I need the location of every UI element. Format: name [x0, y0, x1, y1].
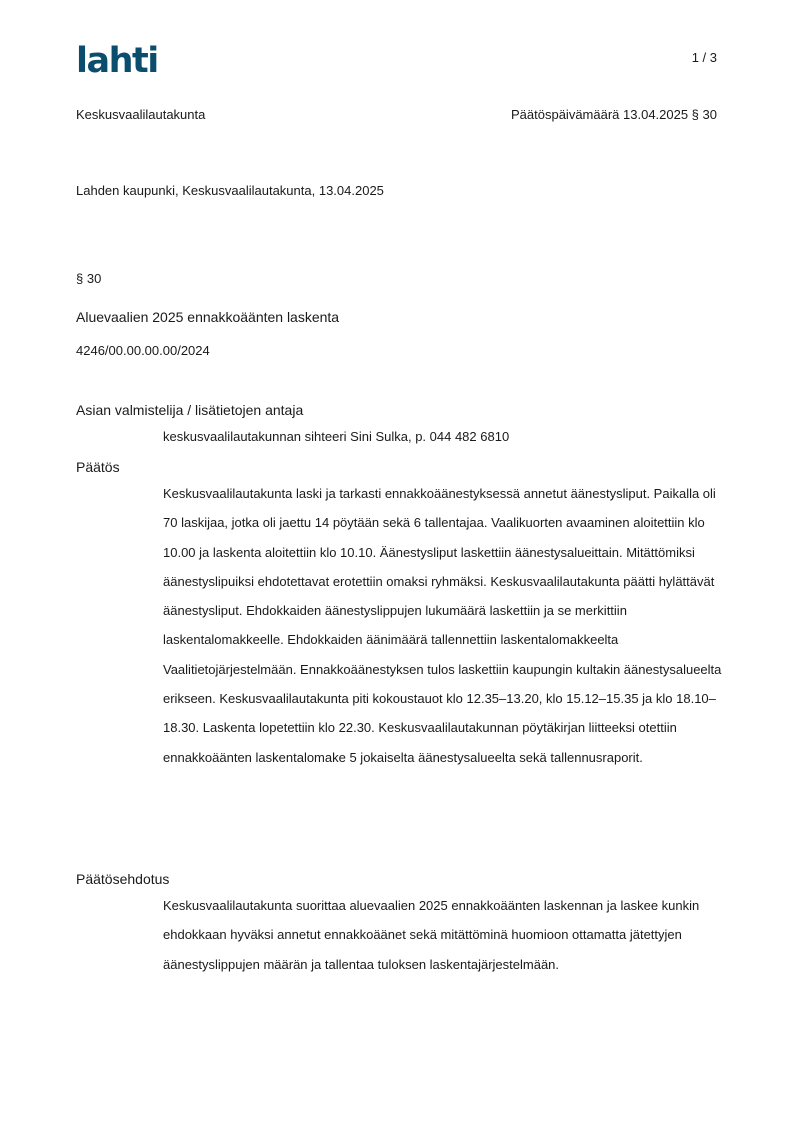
city-and-date: Lahden kaupunki, Keskusvaalilautakunta, 13.04.2025 — [76, 183, 384, 198]
decision-date-section: Päätöspäivämäärä 13.04.2025 § 30 — [511, 107, 717, 122]
preparer-text: keskusvaalilautakunnan sihteeri Sini Sulka, p. 044 482 6810 — [163, 429, 510, 444]
document-title: Aluevaalien 2025 ennakkoäänten laskenta — [76, 309, 340, 325]
proposal-text: Keskusvaalilautakunta suorittaa aluevaalien 2025 ennakkoäänten laskennan ja laskee kunkin ehdokkaan hyväksi annetut ennakkoäänet sekä mitättöminä huomioon ottamatta jätettyjen äänestyslippujen määrän ja tallentaa tuloksen laskentajärjestelmään. — [163, 898, 700, 972]
proposal-heading: Päätösehdotus — [76, 871, 170, 887]
page-number: 1 / 3 — [691, 50, 717, 65]
decision-heading: Päätös — [76, 459, 120, 475]
decision-text: Keskusvaalilautakunta laski ja tarkasti ennakkoäänestyksessä annetut äänestysliput. Paikalla oli 70 laskijaa, jotka oli jaettu 14 pöytään sekä 6 tallentajaa. Vaalikuorten avaaminen aloitettiin klo 10.00 ja laskenta aloitettiin klo 10.10. Äänestysliput laskettiin äänestysalueittain. Mitättömiksi äänestyslipuiksi ehdotettavat erotettiin omaksi ryhmäksi. Keskusvaalilautakunta päätti hylättävät äänestysliput. Ehdokkaiden äänestyslippujen lukumäärä laskettiin ja se merkittiin laskentalomakkeelle. Ehdokkaiden äänimäärä tallennettiin laskentalomakkeelta Vaalitietojärjestelmään. Ennakkoäänestyksen tulos laskettiin kaupungin kultakin äänestysalueelta erikseen. Keskusvaalilautakunta piti kokoustauot klo 12.35–13.20, klo 15.12–15.35 ja klo 18.10–18.30. Laskenta lopetettiin klo 22.30. Keskusvaalilautakunnan pöytäkirjan liitteeksi otettiin ennakkoäänten laskentalomake 5 jokaiselta äänestysalueelta sekä tallennusraporit. — [163, 486, 722, 765]
lahti-logo: lahti — [76, 41, 158, 81]
department-name: Keskusvaalilautakunta — [76, 107, 206, 122]
diary-number: 4246/00.00.00.00/2024 — [76, 343, 210, 358]
preparer-heading: Asian valmistelija / lisätietojen antaja — [76, 402, 304, 418]
section-number: § 30 — [76, 271, 102, 286]
